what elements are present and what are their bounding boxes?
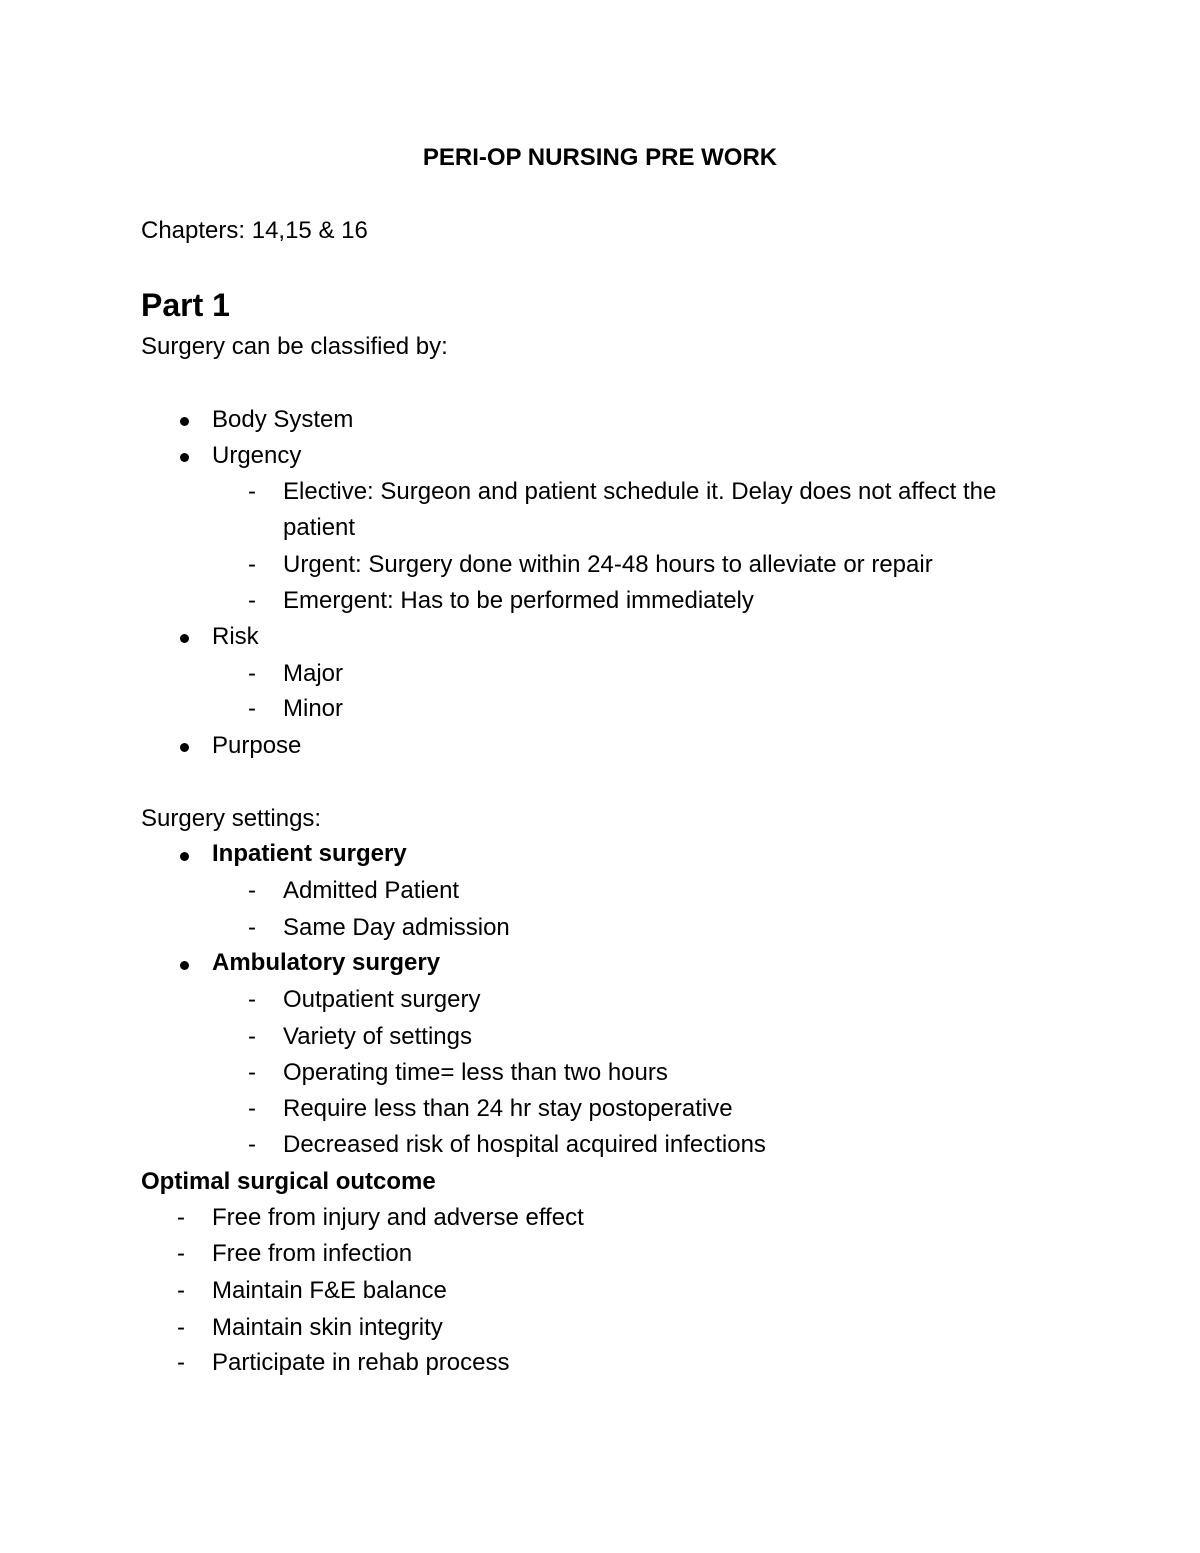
dash-marker: -: [248, 587, 256, 614]
part-heading: Part 1: [141, 287, 230, 323]
sub-list-item: Elective: Surgeon and patient schedule it. Delay does not affect the patient: [283, 478, 997, 541]
settings-intro: Surgery settings:: [141, 805, 322, 832]
dash-marker: -: [248, 695, 256, 722]
bullet-icon: [180, 743, 189, 752]
outcome-item: Maintain skin integrity: [212, 1314, 443, 1341]
dash-marker: -: [177, 1314, 185, 1341]
dash-marker: -: [177, 1204, 185, 1231]
sub-list-item: Admitted Patient: [283, 877, 460, 904]
dash-marker: -: [248, 877, 256, 904]
dash-marker: -: [177, 1349, 185, 1376]
sub-list-item: Same Day admission: [283, 914, 510, 941]
sub-list-item: Operating time= less than two hours: [283, 1059, 668, 1086]
dash-marker: -: [248, 986, 256, 1013]
sub-list-item: Require less than 24 hr stay postoperative: [283, 1095, 733, 1122]
dash-marker: -: [248, 478, 256, 505]
sub-list-item: Outpatient surgery: [283, 986, 481, 1013]
dash-marker: -: [248, 1023, 256, 1050]
document-title: PERI-OP NURSING PRE WORK: [422, 144, 778, 171]
dash-marker: -: [248, 1095, 256, 1122]
bullet-icon: [180, 961, 189, 970]
sub-list-item: Urgent: Surgery done within 24-48 hours to alleviate or repair: [283, 551, 933, 578]
dash-marker: -: [177, 1240, 185, 1267]
outcome-item: Free from injury and adverse effect: [212, 1204, 584, 1231]
list-item: Body System: [212, 406, 354, 433]
sub-list-item: Variety of settings: [283, 1023, 472, 1050]
dash-marker: -: [177, 1277, 185, 1304]
list-item: Risk: [212, 623, 259, 650]
list-item: Purpose: [212, 732, 302, 759]
bullet-icon: [180, 634, 189, 643]
sub-list-item: Decreased risk of hospital acquired infections: [283, 1131, 766, 1158]
sub-list-item: Minor: [283, 695, 344, 722]
bullet-icon: [180, 852, 189, 861]
outcome-item: Participate in rehab process: [212, 1349, 510, 1376]
bullet-icon: [180, 417, 189, 426]
list-item: Urgency: [212, 442, 302, 469]
bullet-icon: [180, 453, 189, 462]
outcome-heading: Optimal surgical outcome: [141, 1168, 436, 1195]
list-item: Ambulatory surgery: [212, 949, 441, 976]
sub-list-item: Emergent: Has to be performed immediately: [283, 587, 754, 614]
dash-marker: -: [248, 1131, 256, 1158]
outcome-item: Maintain F&E balance: [212, 1277, 447, 1304]
dash-marker: -: [248, 1059, 256, 1086]
sub-list-item: Major: [283, 660, 344, 687]
dash-marker: -: [248, 914, 256, 941]
chapters-line: Chapters: 14,15 & 16: [141, 217, 368, 244]
classification-intro: Surgery can be classified by:: [141, 333, 448, 360]
list-item: Inpatient surgery: [212, 840, 407, 867]
dash-marker: -: [248, 660, 256, 687]
outcome-item: Free from infection: [212, 1240, 413, 1267]
dash-marker: -: [248, 551, 256, 578]
